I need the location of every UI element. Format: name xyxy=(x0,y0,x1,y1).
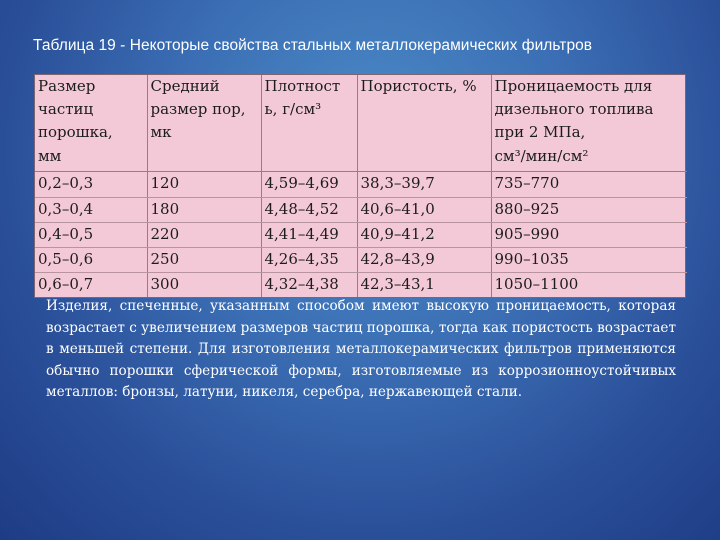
header-cell-particle-size xyxy=(35,75,147,172)
header-cell-permeability xyxy=(491,75,687,172)
header-line: см³/мин/см² xyxy=(494,146,589,165)
table-cell: 0,3–0,4 xyxy=(35,197,147,222)
table-cell: 120 xyxy=(147,172,261,197)
table-cell: 0,2–0,3 xyxy=(35,172,147,197)
table-cell: 880–925 xyxy=(491,197,687,222)
header-cell-pore-size xyxy=(147,75,261,172)
table-cell: 38,3–39,7 xyxy=(357,172,491,197)
header-cell-porosity xyxy=(357,75,491,172)
header-line: частиц xyxy=(38,100,94,119)
table-row xyxy=(35,222,687,247)
table-cell: 4,26–4,35 xyxy=(261,247,357,272)
header-line: мм xyxy=(38,146,62,165)
filters-properties-table xyxy=(34,74,686,298)
note-paragraph: Изделия, спеченные, указанным способом имеют высокую проницаемость, которая возрастает с увеличением размеров частиц порошка, тогда как пористость возрастает в меньшей степени. Для изготовления металлокерамических фильтров применяются обычно порошки сферической формы, изготовляемые из коррозионноустойчивых металлов: бронзы, латуни, никеля, серебра, нержавеющей стали. xyxy=(46,298,676,401)
header-line: дизельного топлива xyxy=(494,100,654,119)
page-title: Таблица 19 - Некоторые свойства стальных металлокерамических фильтров xyxy=(33,37,593,54)
table-cell: 905–990 xyxy=(491,222,687,247)
table-cell: 735–770 xyxy=(491,172,687,197)
table-cell: 300 xyxy=(147,272,261,297)
table-cell: 990–1035 xyxy=(491,247,687,272)
header-line: Размер xyxy=(38,77,96,95)
header-line: Проницаемость для xyxy=(494,77,653,95)
header-line: Плотност xyxy=(264,77,341,95)
header-line: Средний xyxy=(150,77,220,95)
table-cell: 250 xyxy=(147,247,261,272)
table-row xyxy=(35,247,687,272)
header-line: мк xyxy=(150,123,172,142)
table-cell: 4,48–4,52 xyxy=(261,197,357,222)
table-cell: 0,5–0,6 xyxy=(35,247,147,272)
table-row xyxy=(35,197,687,222)
table-cell: 4,41–4,49 xyxy=(261,222,357,247)
header-line: порошка, xyxy=(38,123,113,142)
header-line: при 2 МПа, xyxy=(494,123,586,142)
header-line: Пористость, % xyxy=(360,77,477,95)
table-cell: 180 xyxy=(147,197,261,222)
table-cell: 0,6–0,7 xyxy=(38,274,94,293)
table-cell: 0,4–0,5 xyxy=(35,222,147,247)
table-cell: 40,9–41,2 xyxy=(357,222,491,247)
table-cell: 42,8–43,9 xyxy=(357,247,491,272)
table-cell: 4,59–4,69 xyxy=(261,172,357,197)
table-cell: 40,6–41,0 xyxy=(357,197,491,222)
table-cell: 1050–1100 xyxy=(491,272,687,297)
table-cell: 42,3–43,1 xyxy=(357,272,491,297)
header-line: размер пор, xyxy=(150,100,246,119)
table-header-row xyxy=(35,75,687,172)
table-cell: 4,32–4,38 xyxy=(261,272,357,297)
table-row xyxy=(35,172,687,197)
header-line: ь, г/см³ xyxy=(264,100,322,119)
table-cell: 220 xyxy=(147,222,261,247)
table-row xyxy=(35,272,687,297)
header-cell-density xyxy=(261,75,357,172)
